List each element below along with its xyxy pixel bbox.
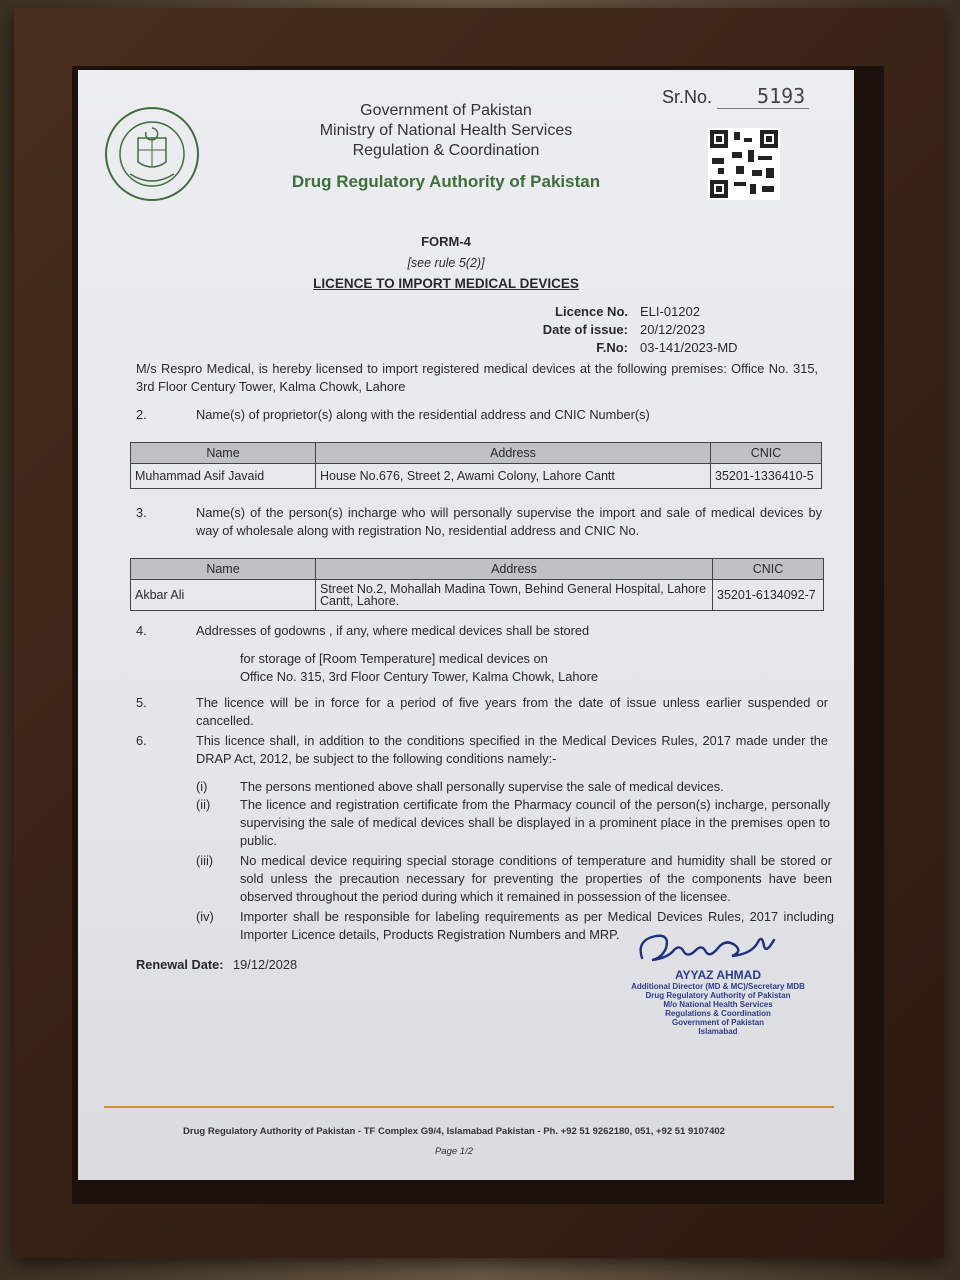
column-header-address: Address bbox=[316, 443, 711, 464]
ministry-line: Ministry of National Health Services bbox=[319, 122, 573, 139]
section-6-number: 6. bbox=[136, 733, 147, 748]
official-stamp bbox=[618, 968, 818, 1036]
serial-value: 5193 bbox=[717, 84, 809, 109]
licence-number-row bbox=[528, 304, 700, 319]
table-row bbox=[131, 464, 822, 489]
licence-document bbox=[78, 70, 854, 1180]
condition-text: The licence and registration certificate from the Pharmacy council of the person(s) incharge, personally supervising the sale of medical devices shall be displayed in a prominent place in the premises open to public. bbox=[240, 797, 830, 848]
licence-number-label: Licence No. bbox=[555, 304, 628, 319]
signatory-city: Islamabad bbox=[698, 1027, 738, 1036]
date-of-issue-row bbox=[528, 322, 705, 337]
form-heading: LICENCE TO IMPORT MEDICAL DEVICES bbox=[313, 276, 579, 291]
section-5-text: The licence will be in force for a period of five years from the date of issue unless earlier suspended or cancelled. bbox=[196, 695, 828, 728]
renewal-date-label: Renewal Date: bbox=[136, 957, 224, 972]
signatory-government: Government of Pakistan bbox=[671, 1018, 765, 1027]
condition-number: (ii) bbox=[196, 797, 211, 812]
file-number-value: 03-141/2023-MD bbox=[640, 340, 738, 355]
incharge-address: Street No.2, Mohallah Madina Town, Behind General Hospital, Lahore Cantt, Lahore. bbox=[316, 580, 713, 611]
column-header-name: Name bbox=[131, 559, 316, 580]
licence-number-value: ELI-01202 bbox=[640, 304, 700, 319]
signatory-ministry: M/o National Health Services bbox=[663, 1000, 773, 1009]
condition-number: (iii) bbox=[196, 853, 214, 868]
storage-line-2: Office No. 315, 3rd Floor Century Tower, Kalma Chowk, Lahore bbox=[240, 669, 599, 684]
intro-paragraph: M/s Respro Medical, is hereby licensed to import registered medical devices at the following premises: Office No. 315, 3rd Floor Century Tower, Kalma Chowk, Lahore bbox=[136, 361, 818, 394]
storage-line-1: for storage of [Room Temperature] medical devices on bbox=[240, 651, 548, 666]
table-header-row bbox=[131, 443, 822, 464]
proprietor-cnic: 35201-1336410-5 bbox=[711, 464, 822, 489]
date-of-issue-label: Date of issue: bbox=[542, 322, 628, 337]
condition-text: Importer shall be responsible for labeling requirements as per Medical Devices Rules, 2017 including Importer Licence details, Products Registration Numbers and MRP. bbox=[240, 909, 834, 942]
condition-number: (iv) bbox=[196, 909, 214, 924]
section-3-number: 3. bbox=[136, 505, 147, 520]
column-header-cnic: CNIC bbox=[713, 559, 824, 580]
regulation-line: Regulation & Coordination bbox=[352, 142, 540, 159]
file-number-label: F.No: bbox=[596, 340, 628, 355]
condition-text: The persons mentioned above shall personally supervise the sale of medical devices. bbox=[240, 779, 724, 794]
table-header-row bbox=[131, 559, 824, 580]
proprietor-table bbox=[130, 442, 822, 489]
incharge-cnic: 35201-6134092-7 bbox=[713, 580, 824, 611]
section-4-number: 4. bbox=[136, 623, 147, 638]
renewal-date-row bbox=[136, 956, 396, 974]
incharge-table bbox=[130, 558, 824, 611]
qr-code-icon bbox=[708, 128, 780, 200]
section-6-text: This licence shall, in addition to the conditions specified in the Medical Devices Rules, 2017 made under the DRAP Act, 2012, be subject to the following conditions namely:- bbox=[196, 733, 828, 766]
footer-address: Drug Regulatory Authority of Pakistan - TF Complex G9/4, Islamabad Pakistan - Ph. +92 51 9262180, 051, +92 51 9107402 bbox=[183, 1126, 725, 1137]
form-number: FORM-4 bbox=[421, 234, 471, 249]
condition-text: No medical device requiring special storage conditions of temperature and humidity shall be stored or sold unless the precaution necessary for preventing the properties of the components have been observed throughout the period during which it remained in possession of the licensee. bbox=[240, 853, 832, 904]
signatory-regulation: Regulations & Coordination bbox=[665, 1009, 771, 1018]
serial-label: Sr.No. bbox=[662, 87, 713, 107]
section-2-number: 2. bbox=[136, 407, 147, 422]
gov-line: Government of Pakistan bbox=[360, 102, 532, 119]
column-header-address: Address bbox=[316, 559, 713, 580]
handwritten-signature bbox=[634, 928, 804, 972]
renewal-date-value: 19/12/2028 bbox=[233, 957, 298, 972]
section-2-text: Name(s) of proprietor(s) along with the residential address and CNIC Number(s) bbox=[196, 407, 650, 422]
column-header-cnic: CNIC bbox=[711, 443, 822, 464]
authority-name: Drug Regulatory Authority of Pakistan bbox=[291, 172, 601, 191]
form-rule: [see rule 5(2)] bbox=[407, 256, 485, 270]
condition-number: (i) bbox=[196, 779, 208, 794]
footer-divider bbox=[104, 1106, 834, 1108]
signatory-name: AYYAZ AHMAD bbox=[674, 968, 761, 982]
signatory-designation: Additional Director (MD & MC)/Secretary MDB bbox=[631, 982, 805, 991]
date-of-issue-value: 20/12/2023 bbox=[640, 322, 706, 337]
file-number-row bbox=[528, 340, 738, 355]
section-3-text: Name(s) of the person(s) incharge who will personally supervise the import and sale of medical devices by way of wholesale along with registration No, residential address and CNIC No. bbox=[196, 505, 822, 538]
column-header-name: Name bbox=[131, 443, 316, 464]
section-4-text: Addresses of godowns , if any, where medical devices shall be stored bbox=[196, 623, 590, 638]
section-5-number: 5. bbox=[136, 695, 147, 710]
proprietor-address: House No.676, Street 2, Awami Colony, Lahore Cantt bbox=[316, 464, 711, 489]
signatory-org: Drug Regulatory Authority of Pakistan bbox=[645, 991, 791, 1000]
incharge-name: Akbar Ali bbox=[131, 580, 316, 611]
page-number: Page 1/2 bbox=[434, 1146, 474, 1157]
table-row bbox=[131, 580, 824, 611]
proprietor-name: Muhammad Asif Javaid bbox=[131, 464, 316, 489]
